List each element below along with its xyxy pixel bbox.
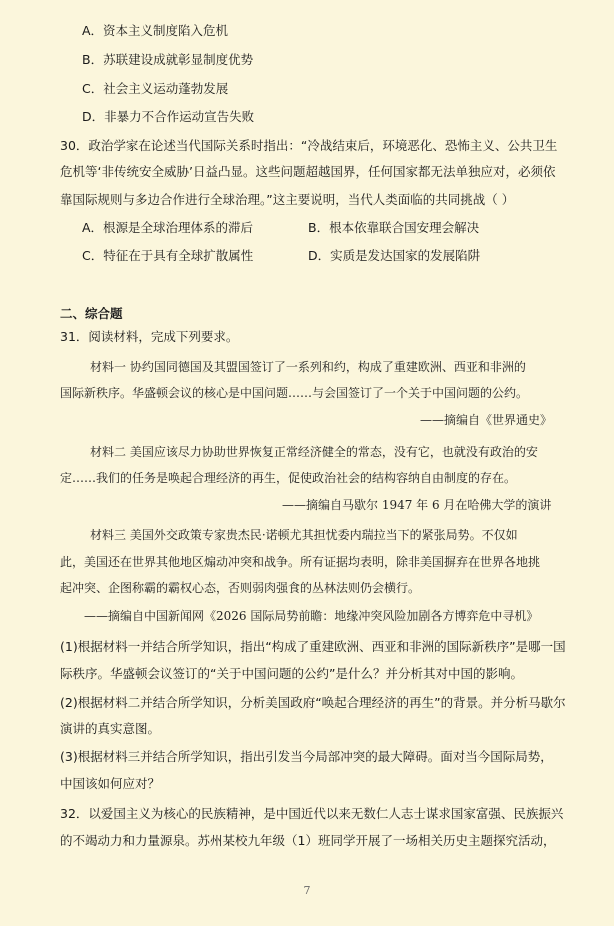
material3-source: ——摘编自中国新闻网《2026 国际局势前瞻：地缘冲突风险加剧各方博弈危中寻机》 xyxy=(84,609,539,623)
q32-line: 的不竭动力和力量源泉。苏州某校九年级（1）班同学开展了一场相关历史主题探究活动， xyxy=(60,833,556,848)
material1-source: ——摘编自《世界通史》 xyxy=(420,413,553,427)
q30-option-b: B．根本依靠联合国安理会解决 xyxy=(308,220,480,235)
q30-stem-line: 危机等‘非传统安全威胁’日益凸显。这些问题超越国界，任何国家都无法单独应对，必须依 xyxy=(60,164,556,179)
material1-line: 国际新秩序。华盛顿会议的核心是中国问题……与会国签订了一个关于中国问题的公约。 xyxy=(60,386,529,400)
q31-sub1-line: 际秩序。华盛顿会议签订的“关于中国问题的公约”是什么？并分析其对中国的影响。 xyxy=(60,666,523,681)
q30-stem-line: 30．政治学家在论述当代国际关系时指出：“冷战结束后，环境恶化、恐怖主义、公共卫生 xyxy=(60,138,558,153)
material2-source: ——摘编自马歇尔 1947 年 6 月在哈佛大学的演讲 xyxy=(282,498,552,512)
material3-line: 起冲突、企图称霸的霸权心态，否则弱肉强食的丛林法则仍会横行。 xyxy=(60,581,421,595)
q29-option-c: C．社会主义运动蓬勃发展 xyxy=(82,81,229,96)
q31-sub3-line: (3)根据材料三并结合所学知识，指出引发当今局部冲突的最大障碍。面对当今国际局势， xyxy=(60,749,553,764)
page-number: 7 xyxy=(303,884,311,897)
q29-option-b: B．苏联建设成就彰显制度优势 xyxy=(82,52,254,67)
q31-sub2-line: 演讲的真实意图。 xyxy=(60,721,161,736)
section-title: 二、综合题 xyxy=(60,306,123,321)
q31-sub2-line: (2)根据材料二并结合所学知识，分析美国政府“唤起合理经济的再生”的背景。并分析马歇尔 xyxy=(60,695,566,710)
q30-stem-line: 靠国际规则与多边合作进行全球治理。”这主要说明，当代人类面临的共同挑战（ ） xyxy=(60,192,515,207)
material2-line: 材料二 美国应该尽力协助世界恢复正常经济健全的常态，没有它，也就没有政治的安 xyxy=(90,445,538,459)
q30-option-d: D．实质是发达国家的发展陷阱 xyxy=(308,248,481,263)
q31-intro: 31．阅读材料，完成下列要求。 xyxy=(60,329,239,344)
material2-line: 定……我们的任务是唤起合理经济的再生，促使政治社会的结构容纳自由制度的存在。 xyxy=(60,471,517,485)
q30-option-a: A．根源是全球治理体系的滞后 xyxy=(82,220,254,235)
q30-option-c: C．特征在于具有全球扩散属性 xyxy=(82,248,254,263)
material3-line: 此，美国还在世界其他地区煽动冲突和战争。所有证据均表明，除非美国摒弃在世界各地挑 xyxy=(60,555,541,569)
material1-line: 材料一 协约国同德国及其盟国签订了一系列和约，构成了重建欧洲、西亚和非洲的 xyxy=(90,360,526,374)
q32-line: 32．以爱国主义为核心的民族精神，是中国近代以来无数仁人志士谋求国家富强、民族振兴 xyxy=(60,806,564,821)
material3-line: 材料三 美国外交政策专家贵杰民·诺顿尤其担忧委内瑞拉当下的紧张局势。不仅如 xyxy=(90,528,518,542)
q29-option-d: D．非暴力不合作运动宣告失败 xyxy=(82,109,255,124)
q31-sub3-line: 中国该如何应对？ xyxy=(60,776,161,791)
q29-option-a: A．资本主义制度陷入危机 xyxy=(82,23,229,38)
q31-sub1-line: (1)根据材料一并结合所学知识，指出“构成了重建欧洲、西亚和非洲的国际新秩序”是哪一国 xyxy=(60,639,566,654)
